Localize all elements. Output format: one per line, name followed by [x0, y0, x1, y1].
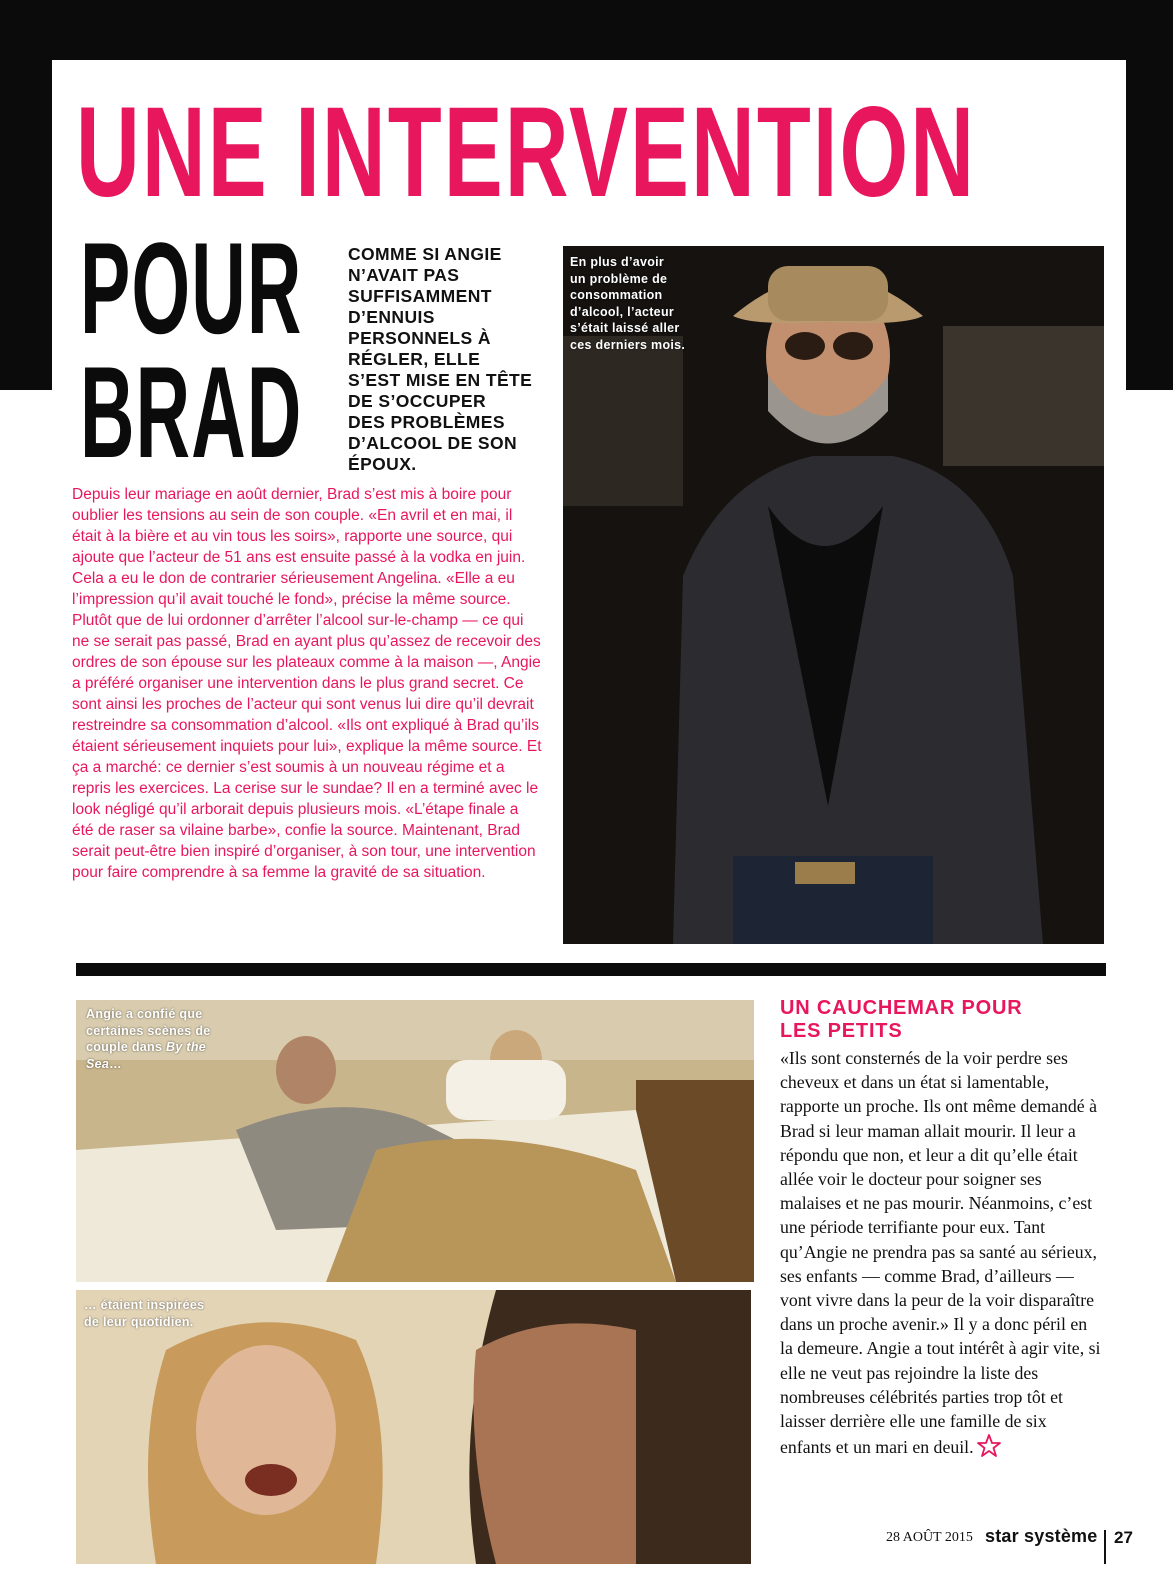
- subhead-line-1: POUR: [80, 215, 303, 361]
- bed-photo-caption: [86, 1006, 236, 1072]
- article-body: Depuis leur mariage en août dernier, Brad s’est mis à boire pour oublier les tensions au sein de son couple. «En avril et en mai, il était à la bière et au vin tous les soirs», rapporte une source, qui ajoute que l’acteur de 51 ans est ensuite passé à la vodka en juin. Cela a eu le don de contrarier sérieusement Angelina. «Elle a eu l’impression qu’il avait touché le fond», précise la même source. Plutôt que de lui ordonner d’arrêter l’alcool sur-le-champ — ce qui ne se serait pas passé, Brad en ayant plus qu’assez de recevoir des ordres de son épouse sur les plateaux comme à la maison —, Angie a préféré organiser une intervention dans le plus grand secret. Ce sont ainsi les proches de l’acteur qui sont venus lui dire qu’il devrait restreindre sa consommation d’alcool. «Ils ont expliqué à Brad qu’ils étaient sérieusement inquiets pour lui», explique la même source. Et ça a marché: ce dernier s’est soumis à un nouveau régime et a repris les exercices. La cerise sur le sundae? Il en a terminé avec le look négligé qu’il arborait depuis plusieurs mois. «L’étape finale a été de raser sa vilaine barbe», confie la source. Maintenant, Brad serait peut-être bien inspiré d’organiser, à son tour, une intervention pour faire comprendre à sa femme la gravité de sa situation.: [72, 486, 542, 881]
- bed-caption-text: Angie a confié que certaines scènes de couple dans: [86, 1007, 211, 1054]
- section-divider: [76, 963, 1106, 976]
- main-photo-caption: En plus d’avoir un problème de consommation d’alcool, l’acteur s’était laissé aller ces derniers mois.: [570, 255, 686, 352]
- emotional-scene-illustration: [76, 1290, 751, 1564]
- film-title: By the Sea: [86, 1040, 207, 1071]
- star-end-icon: [976, 1433, 1002, 1459]
- emotional-scene-photo: [76, 1290, 751, 1564]
- footer-rule: [1104, 1530, 1106, 1564]
- article-deck: COMME SI ANGIE N’AVAIT PAS SUFFISAMMENT D’ENNUIS PERSONNELS À RÉGLER, ELLE S’EST MISE EN TÊTE DE S’OCCUPER DES PROBLÈMES D’ALCOOL DE SON ÉPOUX.: [348, 244, 533, 474]
- issue-date: 28 AOÛT 2015: [886, 1530, 973, 1545]
- article-subhead: [80, 215, 303, 485]
- subhead-line-2: BRAD: [80, 339, 303, 485]
- magazine-brand: star système: [985, 1526, 1098, 1546]
- left-black-band: [0, 60, 52, 390]
- top-black-band: [0, 0, 1173, 60]
- article-headline: UNE INTERVENTION: [76, 81, 977, 224]
- bed-caption-ellipsis: …: [109, 1056, 122, 1071]
- sidebar-section-title: UN CAUCHEMAR POUR LES PETITS: [780, 997, 1023, 1042]
- emotional-photo-caption: … étaient inspirées de leur quotidien.: [84, 1298, 205, 1329]
- page-number: 27: [1114, 1528, 1133, 1547]
- right-black-band: [1126, 60, 1173, 390]
- sidebar-section-text: «Ils sont consternés de la voir perdre ses cheveux et dans un état si lamentable, rapporte un proche. Ils ont même demandé à Brad si leur maman allait mourir. Il leur a répondu que non, et leur a dit qu’elle était allée voir le docteur pour soigner ses malaises et ne pas mourir. Néanmoins, c’est une période terrifiante pour eux. Tant qu’Angie ne prendra pas sa santé au sérieux, ses enfants — comme Brad, d’ailleurs — vont vivre dans la peur de la voir disparaître dans un proche avenir.» Il y a donc péril en la demeure. Angie a tout intérêt à agir vite, si elle ne veut pas rejoindre la liste des nombreuses célébrités parties trop tôt et laisser derrière elle une famille de six enfants et un mari en deuil.: [780, 1048, 1101, 1458]
- sidebar-section-body: [780, 1046, 1102, 1459]
